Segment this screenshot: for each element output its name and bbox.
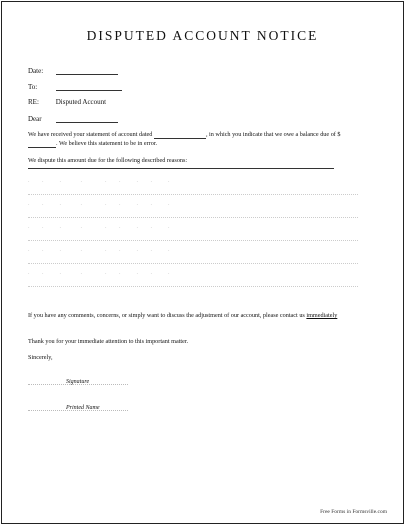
to-label: To: [28,83,38,91]
signature-label: Signature [66,379,90,385]
dear-row [28,114,118,123]
dispute-row[interactable]: . . . . . . . . . [28,218,358,241]
thanks-text: Thank you for your immediate attention to this important matter. [28,338,189,345]
paragraph-statement [28,130,358,148]
date-row [28,66,118,75]
contact-text: If you have any comments, concerns, or simply want to discuss the adjustment of our account, please contact us [28,312,305,319]
to-row [28,82,122,91]
document-page [1,1,404,524]
dear-field[interactable] [56,114,118,123]
sincerely-text: Sincerely, [28,354,53,361]
balance-field[interactable] [28,139,56,148]
date-field[interactable] [56,66,118,75]
paragraph-dispute [28,157,358,165]
dispute-row[interactable]: . . . . . . . . . [28,195,358,218]
dispute-row[interactable]: . . . . . . . . . [28,241,358,264]
dispute-row[interactable]: . . . . . . . . . [28,172,358,195]
paragraph-thanks [28,338,358,346]
footer-credit[interactable]: Free Forms in Formsville.com [320,509,387,515]
printed-name-label: Printed Name [66,405,100,411]
contact-emphasis: immediately [306,312,338,319]
to-field[interactable] [56,82,122,91]
dispute-line-top [28,168,334,169]
statement-date-field[interactable] [154,130,206,139]
paragraph-contact [28,312,358,320]
statement-text-b: , in which you indicate that we owe a balance due of $ [205,131,341,138]
re-label: RE: [28,98,39,106]
statement-text-c: . We believe this statement to be in error. [56,140,158,147]
statement-text-a: We have received your statement of account dated [28,131,153,138]
dispute-row[interactable]: . . . . . . . . . [28,264,358,287]
date-label: Date: [28,67,44,75]
re-row [28,98,106,106]
sincerely [28,354,358,362]
dispute-text: We dispute this amount due for the following described reasons: [28,157,188,164]
re-value: Disputed Account [55,98,107,106]
document-title: DISPUTED ACCOUNT NOTICE [86,28,319,43]
dear-label: Dear [28,115,42,123]
